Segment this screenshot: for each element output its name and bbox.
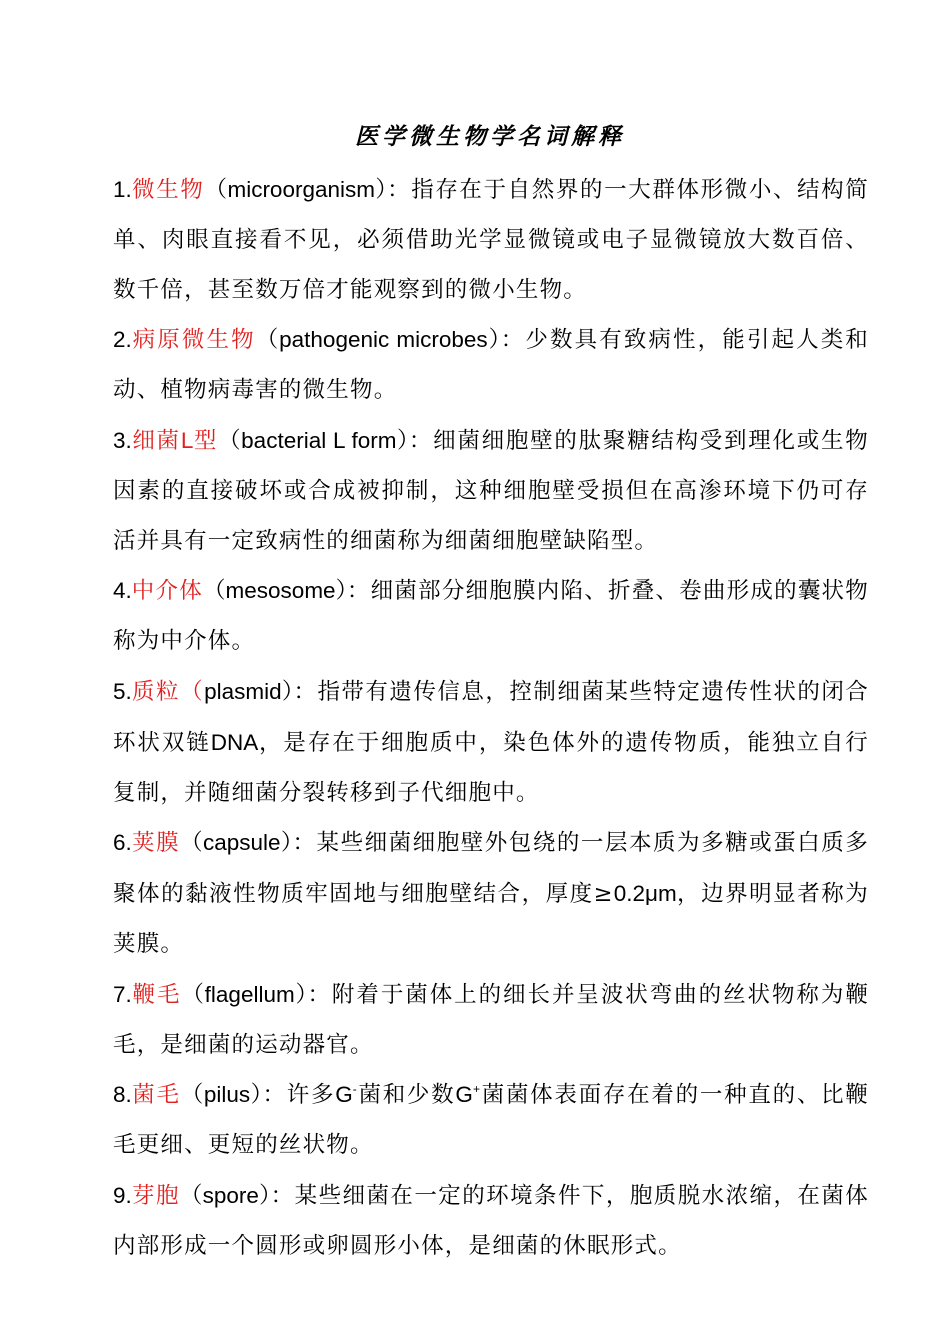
entry-number: 5.	[113, 678, 132, 704]
glossary-entry-capsule	[113, 818, 869, 969]
document-title: 医学微生物学名词解释	[355, 123, 625, 150]
entry-number: 4.	[113, 578, 132, 604]
entry-term: 鞭毛	[131, 981, 182, 1008]
entry-definition: 菌和少数	[357, 1082, 456, 1109]
entry-colon: ：	[292, 830, 317, 857]
entry-number: 7.	[113, 981, 132, 1007]
glossary-entry-bacterial-l-form	[113, 416, 869, 566]
entry-colon: ：	[307, 981, 332, 1008]
entry-definition: ，是存在于细胞质中，染色体外的遗传物质，能独立自行复制，并随细菌分裂转移到子代细胞中。	[113, 729, 869, 806]
entry-definition: 某些细菌细胞壁外包绕的一层本质为多糖或蛋白质多聚体的黏液性物质牢固地与细胞壁结合，厚度≥	[113, 830, 869, 908]
entry-english: （flagellum）	[181, 981, 308, 1007]
entry-definition: 指带有遗传信息，控制细菌某些特定遗传性状的闭合环状双链	[113, 678, 870, 756]
entry-term: 中介体	[131, 578, 203, 605]
entry-colon: ：	[270, 1182, 295, 1209]
entry-term: 芽胞	[131, 1182, 180, 1209]
entry-english: plasmid）	[204, 678, 294, 704]
glossary-entry-pathogenic-microbes	[113, 315, 869, 416]
entry-english: （bacterial L form）	[218, 427, 409, 453]
entry-definition: 细菌细胞壁的肽聚糖结构受到理化或生物因素的直接破坏或合成被抑制，这种细胞壁受损但在高渗环境下仍可存活并具有一定致病性的细菌称为细菌细胞壁缺陷型。	[113, 427, 869, 554]
gram-negative-sign: -	[352, 1082, 358, 1097]
entry-term: 病原微生物	[131, 327, 256, 354]
glossary-entry-spore	[113, 1171, 869, 1272]
entry-definition: 细菌部分细胞膜内陷、折叠、卷曲形成的囊状物称为中介体。	[113, 578, 869, 655]
entry-english: （mesosome）	[203, 578, 347, 604]
gram-positive-symbol: G	[455, 1082, 473, 1108]
entry-definition: 许多	[286, 1082, 336, 1109]
entry-definition: 某些细菌在一定的环境条件下，胞质脱水浓缩，在菌体内部形成一个圆形或卵圆形小体，是细菌的休眠形式。	[113, 1182, 869, 1259]
entry-term	[132, 679, 204, 705]
entry-number: 6.	[113, 830, 132, 856]
entry-english: （spore）	[179, 1182, 271, 1208]
entry-number: 8.	[113, 1082, 132, 1108]
entry-colon: ：	[408, 427, 434, 454]
glossary-entry-plasmid	[113, 667, 869, 818]
entry-term	[132, 428, 218, 454]
entry-colon: ：	[293, 678, 318, 705]
entry-term-text: 质粒	[131, 678, 181, 705]
entry-term-part: 细菌	[131, 427, 181, 454]
glossary-entry-mesosome	[113, 566, 869, 667]
entry-term: 微生物	[131, 177, 205, 203]
entry-definition: 指存在于自然界的一大群体形微小、结构简单、肉眼直接看不见，必须借助光学显微镜或电子显微镜放大数百倍、数千倍，甚至数万倍才能观察到的微小生物。	[113, 177, 869, 303]
entry-colon: ：	[387, 177, 412, 203]
entry-term-letter: L	[180, 427, 194, 453]
entry-definition-dna: DNA	[210, 729, 259, 755]
entry-definition: ，边界明显者称为荚膜。	[113, 881, 869, 957]
entry-english: （pathogenic microbes）	[255, 327, 501, 353]
entry-definition: 附着于菌体上的细长并呈波状弯曲的丝状物称为鞭毛，是细菌的运动器官。	[113, 981, 870, 1058]
glossary-entry-flagellum	[113, 970, 869, 1071]
entry-number: 3.	[113, 427, 132, 453]
entry-number: 2.	[113, 327, 132, 353]
entry-definition: 少数具有致病性，能引起人类和动、植物病毒害的微生物。	[113, 327, 869, 404]
glossary-body	[113, 165, 869, 1272]
entry-english: （microorganism）	[204, 177, 388, 202]
entry-term-part: 型	[193, 427, 219, 454]
entry-number: 9.	[113, 1182, 132, 1208]
entry-colon: ：	[500, 327, 526, 354]
entry-term: 荚膜	[131, 830, 181, 857]
entry-term-paren: （	[180, 678, 205, 705]
glossary-entry-microorganism	[113, 165, 869, 315]
gram-negative-symbol: G	[335, 1082, 353, 1108]
entry-number: 1.	[113, 177, 132, 202]
gram-positive-sign: +	[472, 1082, 482, 1097]
entry-colon: ：	[346, 578, 371, 605]
entry-english: （capsule）	[180, 830, 293, 856]
entry-colon: ：	[262, 1082, 287, 1109]
glossary-entry-pilus	[113, 1070, 869, 1171]
entry-definition: 菌菌体表面存在着的一种直的、比鞭毛更细、更短的丝状物。	[113, 1082, 870, 1159]
entry-definition-value: 0.2μm	[613, 881, 677, 907]
entry-english: （pilus）	[180, 1082, 263, 1108]
entry-term: 菌毛	[131, 1082, 181, 1109]
